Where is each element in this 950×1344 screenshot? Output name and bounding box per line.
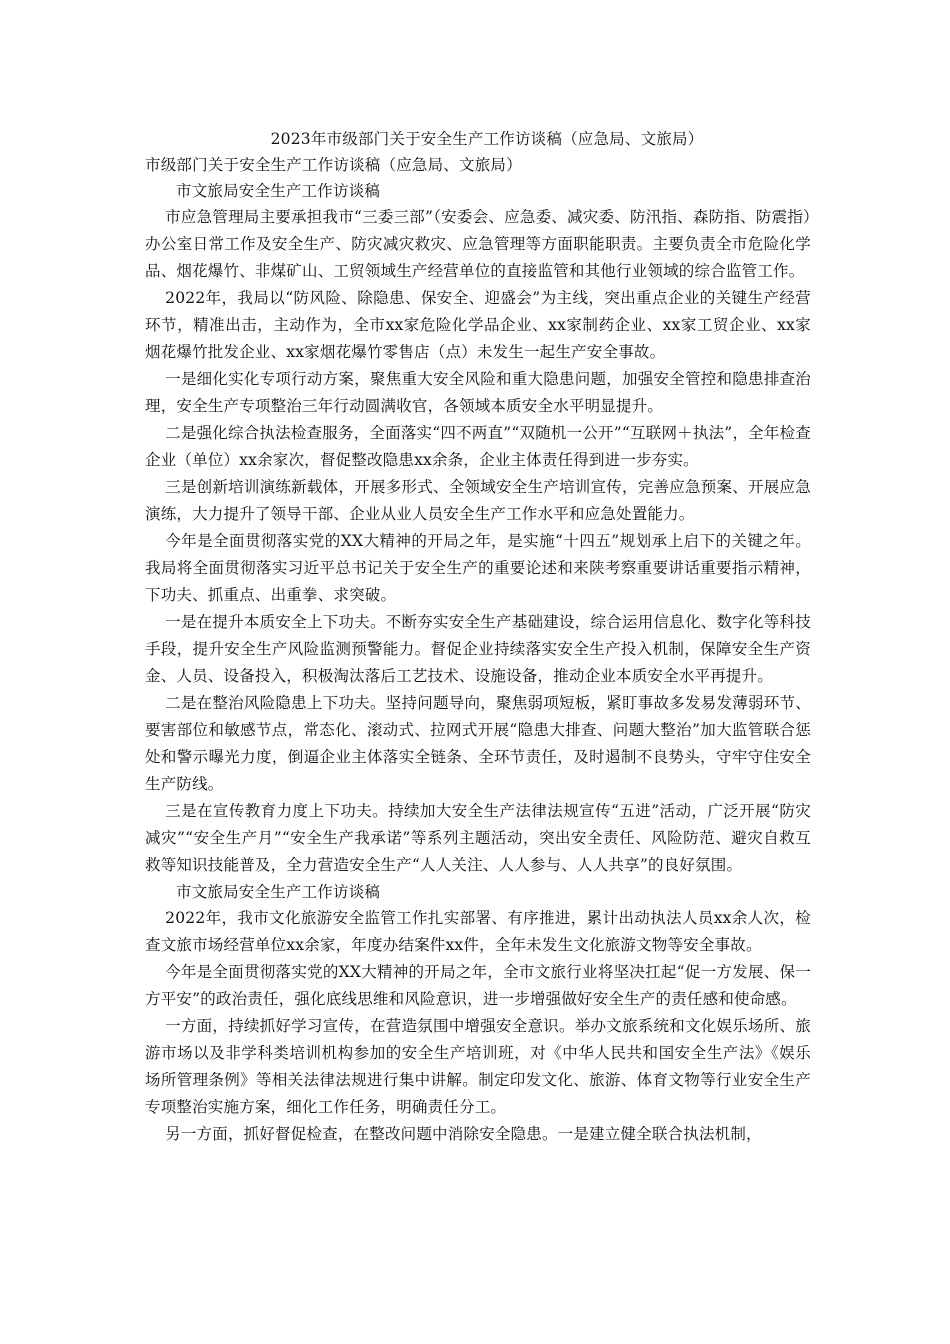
document-body <box>145 126 811 1148</box>
paragraph: 2022年，我局以“防风险、除隐患、保安全、迎盛会”为主线，突出重点企业的关键生产经营环节，精准出击，主动作为，全市xx家危险化学品企业、xx家制药企业、xx家工贸企业、xx家烟花爆竹批发企业、xx家烟花爆竹零售店（点）未发生一起生产安全事故。 <box>145 289 811 361</box>
paragraph: 市应急管理局主要承担我市“三委三部”（安委会、应急委、减灾委、防汛指、森防指、防震指）办公室日常工作及安全生产、防灾减灾救灾、应急管理等方面职能职责。主要负责全市危险化学品、烟花爆竹、非煤矿山、工贸领域生产经营单位的直接监管和其他行业领域的综合监管工作。 <box>145 208 811 280</box>
section-heading: 市文旅局安全生产工作访谈稿 <box>176 883 381 901</box>
paragraph: 一是在提升本质安全上下功夫。不断夯实安全生产基础建设，综合运用信息化、数字化等科技手段，提升安全生产风险监测预警能力。督促企业持续落实安全生产投入机制，保障安全生产资金、人员、设备投入，积极淘汰落后工艺技术、设施设备，推动企业本质安全水平再提升。 <box>145 613 811 685</box>
paragraph: 一是细化实化专项行动方案，聚焦重大安全风险和重大隐患问题，加强安全管控和隐患排查治理，安全生产专项整治三年行动圆满收官，各领域本质安全水平明显提升。 <box>145 370 811 415</box>
paragraph: 二是强化综合执法检查服务，全面落实“四不两直”“双随机一公开”“互联网＋执法”，全年检查企业（单位）xx余家次，督促整改隐患xx余条，企业主体责任得到进一步夯实。 <box>145 424 811 469</box>
paragraph: 二是在整治风险隐患上下功夫。坚持问题导向，聚焦弱项短板，紧盯事故多发易发薄弱环节、要害部位和敏感节点，常态化、滚动式、拉网式开展“隐患大排查、问题大整治”加大监管联合惩处和警示曝光力度，倒逼企业主体落实全链条、全环节责任，及时遏制不良势头，守牢守住安全生产防线。 <box>145 694 811 793</box>
paragraph: 一方面，持续抓好学习宣传，在营造氛围中增强安全意识。举办文旅系统和文化娱乐场所、旅游市场以及非学科类培训机构参加的安全生产培训班，对《中华人民共和国安全生产法》《娱乐场所管理条例》等相关法律法规进行集中讲解。制定印发文化、旅游、体育文物等行业安全生产专项整治实施方案，细化工作任务，明确责任分工。 <box>145 1017 811 1116</box>
document-subtitle: 市级部门关于安全生产工作访谈稿（应急局、文旅局） <box>145 156 522 174</box>
paragraph: 三是创新培训演练新载体，开展多形式、全领域安全生产培训宣传，完善应急预案、开展应急演练，大力提升了领导干部、企业从业人员安全生产工作水平和应急处置能力。 <box>145 478 811 523</box>
paragraph: 2022年，我市文化旅游安全监管工作扎实部署、有序推进，累计出动执法人员xx余人次，检查文旅市场经营单位xx余家，年度办结案件xx件，全年未发生文化旅游文物等安全事故。 <box>145 909 811 954</box>
paragraph: 三是在宣传教育力度上下功夫。持续加大安全生产法律法规宣传“五进”活动，广泛开展“防灾减灾”“安全生产月”“安全生产我承诺”等系列主题活动，突出安全责任、风险防范、避灾自救互救等知识技能普及，全力营造安全生产“人人关注、人人参与、人人共享”的良好氛围。 <box>145 802 811 874</box>
paragraph: 另一方面，抓好督促检查，在整改问题中消除安全隐患。一是建立健全联合执法机制， <box>165 1125 762 1143</box>
document-title: 2023年市级部门关于安全生产工作访谈稿（应急局、文旅局） <box>270 130 704 148</box>
section-heading: 市文旅局安全生产工作访谈稿 <box>176 182 381 200</box>
paragraph: 今年是全面贯彻落实党的XX大精神的开局之年，是实施“十四五”规划承上启下的关键之年。我局将全面贯彻落实习近平总书记关于安全生产的重要论述和来陕考察重要讲话重要指示精神，下功夫、抓重点、出重拳、求突破。 <box>145 532 811 604</box>
paragraph: 今年是全面贯彻落实党的XX大精神的开局之年，全市文旅行业将坚决扛起“促一方发展、保一方平安”的政治责任，强化底线思维和风险意识，进一步增强做好安全生产的责任感和使命感。 <box>145 963 811 1008</box>
